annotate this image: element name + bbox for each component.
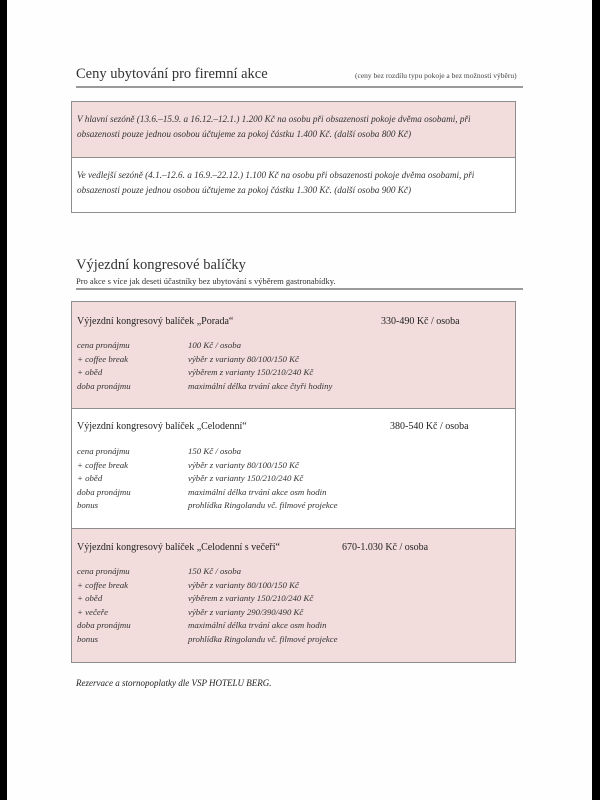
package-celodenni-s-veceri <box>72 529 515 662</box>
detail-label: + coffee break <box>77 459 129 470</box>
detail-row <box>77 500 510 514</box>
detail-row <box>77 566 510 580</box>
package-details <box>77 340 510 394</box>
congress-rule <box>76 288 523 290</box>
detail-row <box>77 593 510 607</box>
package-title: Výjezdní kongresový balíček „Porada“ <box>77 316 234 327</box>
detail-value: maximální délka trvání akce čtyři hodiny <box>188 380 333 391</box>
detail-value: 150 Kč / osoba <box>188 446 242 456</box>
detail-row <box>77 634 510 648</box>
accommodation-title: Ceny ubytování pro firemní akce <box>76 66 268 82</box>
detail-value: výběr z varianty 80/100/150 Kč <box>188 353 299 364</box>
package-porada <box>72 302 515 408</box>
detail-label: cena pronájmu <box>77 446 130 456</box>
detail-label: doba pronájmu <box>77 486 131 497</box>
main-season-cell <box>72 102 515 157</box>
detail-label: + coffee break <box>77 353 129 364</box>
package-celodenni <box>72 409 515 528</box>
detail-row <box>77 607 510 621</box>
detail-row <box>77 580 510 594</box>
detail-label: + oběd <box>77 367 103 378</box>
detail-row <box>77 620 510 634</box>
detail-value: maximální délka trvání akce osm hodin <box>188 620 327 631</box>
package-title: Výjezdní kongresový balíček „Celodenní“ <box>77 421 247 432</box>
detail-value: výběr z varianty 80/100/150 Kč <box>188 579 299 590</box>
package-details <box>77 566 510 648</box>
detail-row <box>77 487 510 501</box>
detail-value: prohlídka Ringolandu vč. filmové projekce <box>188 633 338 644</box>
detail-label: doba pronájmu <box>77 620 131 631</box>
detail-value: výběr z varianty 290/390/490 Kč <box>188 606 304 617</box>
detail-label: + večeře <box>77 606 109 617</box>
detail-value: maximální délka trvání akce osm hodin <box>188 486 327 497</box>
detail-label: + coffee break <box>77 579 129 590</box>
detail-row <box>77 473 510 487</box>
detail-row <box>77 367 510 381</box>
package-price: 380-540 Kč / osoba <box>390 421 469 432</box>
detail-label: bonus <box>77 500 99 511</box>
congress-subtitle: Pro akce s více jak deseti účastníky bez ubytování s výběrem gastronabídky. <box>76 276 336 286</box>
detail-value: 150 Kč / osoba <box>188 566 242 576</box>
congress-packages-box <box>71 301 516 663</box>
detail-label: cena pronájmu <box>77 566 130 576</box>
detail-row <box>77 460 510 474</box>
off-season-text: Ve vedlejší sezóně (4.1.–12.6. a 16.9.–22.12.) 1.100 Kč na osobu při obsazenosti pokoje dvěma osobami, při obsazenosti pouze jednou osobou účtujeme za pokoj částku 1.300 Kč. (další osoba 900 Kč) <box>77 170 475 195</box>
detail-label: bonus <box>77 633 99 644</box>
accommodation-note: (ceny bez rozdílu typu pokoje a bez možnosti výběru) <box>355 71 517 80</box>
detail-row <box>77 340 510 354</box>
detail-value: výběr z varianty 150/210/240 Kč <box>188 473 304 484</box>
detail-value: prohlídka Ringolandu vč. filmové projekce <box>188 500 338 511</box>
detail-value: výběrem z varianty 150/210/240 Kč <box>188 593 314 604</box>
package-details <box>77 446 510 514</box>
detail-label: + oběd <box>77 593 103 604</box>
package-price: 670-1.030 Kč / osoba <box>342 542 429 553</box>
detail-row <box>77 446 510 460</box>
detail-row <box>77 354 510 368</box>
package-price: 330-490 Kč / osoba <box>381 316 460 327</box>
reservation-footnote: Rezervace a stornopoplatky dle VSP HOTELU BERG. <box>76 678 272 688</box>
detail-label: + oběd <box>77 473 103 484</box>
detail-row <box>77 381 510 395</box>
detail-value: výběr z varianty 80/100/150 Kč <box>188 459 299 470</box>
accommodation-prices-box <box>71 101 516 213</box>
detail-label: doba pronájmu <box>77 380 131 391</box>
document-page <box>7 0 592 800</box>
detail-value: 100 Kč / osoba <box>188 340 242 350</box>
off-season-cell <box>72 158 515 212</box>
detail-label: cena pronájmu <box>77 340 130 350</box>
main-season-text: V hlavní sezóně (13.6.–15.9. a 16.12.–12.1.) 1.200 Kč na osobu při obsazenosti pokoje dvěma osobami, při obsazenosti pouze jednou osobou účtujeme za pokoj částku 1.400 Kč. (další osoba 800 Kč) <box>77 114 471 139</box>
accommodation-rule <box>76 86 523 88</box>
detail-value: výběrem z varianty 150/210/240 Kč <box>188 367 314 378</box>
package-title: Výjezdní kongresový balíček „Celodenní s večeří“ <box>77 542 280 553</box>
congress-title: Výjezdní kongresové balíčky <box>76 257 246 273</box>
